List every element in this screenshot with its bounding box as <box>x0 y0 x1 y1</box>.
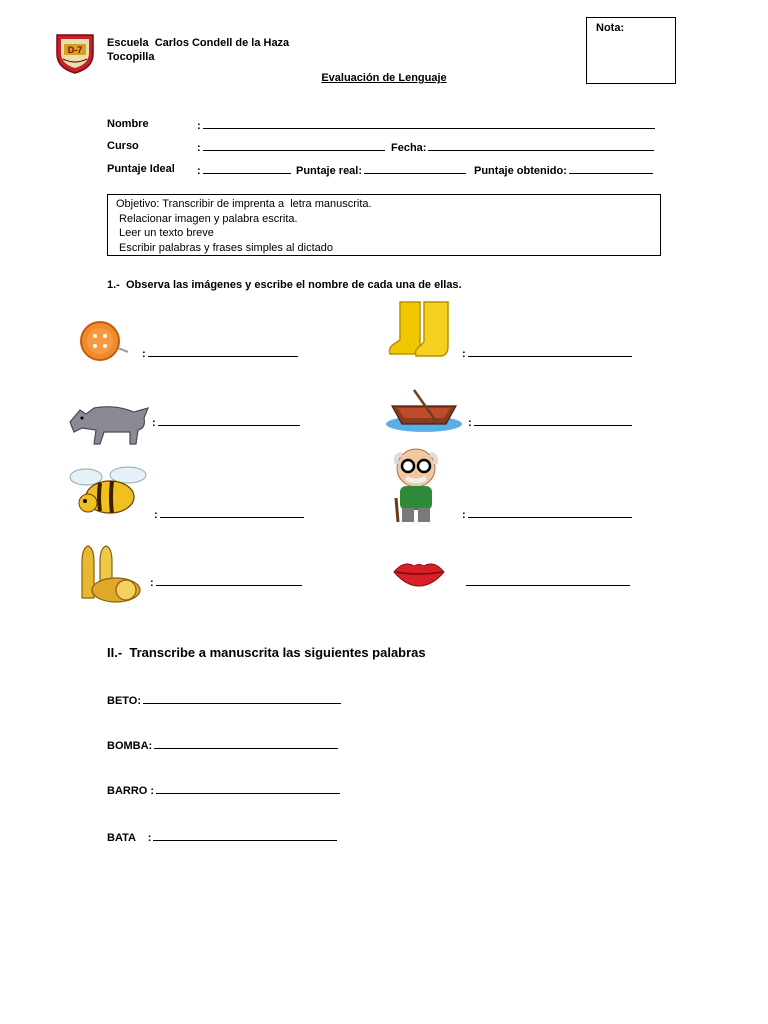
bullets-icon <box>72 544 144 613</box>
word-barro-field[interactable] <box>107 783 340 797</box>
nombre-field[interactable] <box>197 118 655 132</box>
page-title: Evaluación de Lenguaje <box>321 72 447 84</box>
button-icon <box>76 318 132 369</box>
grade-label: Nota: <box>596 22 625 34</box>
school-line-1: Escuela Carlos Condell de la Haza <box>107 37 290 49</box>
answer-prefix: : <box>462 348 466 360</box>
answer-line-bee[interactable] <box>154 507 304 521</box>
answer-prefix: : <box>462 509 466 521</box>
objective-line: Leer un texto breve <box>116 227 214 239</box>
answer-line-boat[interactable] <box>468 415 632 429</box>
answer-prefix: : <box>150 577 154 589</box>
section-2-title: II.- Transcribe a manuscrita las siguientes palabras <box>107 645 426 660</box>
bee-icon <box>66 463 152 526</box>
word-bata-field[interactable] <box>107 830 337 844</box>
fecha-label: Fecha: <box>391 142 427 154</box>
answer-line-bullets[interactable] <box>150 575 302 589</box>
answer-line-grandpa[interactable] <box>462 507 632 521</box>
objective-line: Relacionar imagen y palabra escrita. <box>116 212 298 225</box>
word-label: BOMBA: <box>107 740 153 752</box>
answer-line-lips[interactable] <box>464 575 630 589</box>
puntaje-obtenido-field[interactable] <box>474 163 653 177</box>
colon: : <box>197 120 201 132</box>
puntaje-real-label: Puntaje real: <box>296 165 363 177</box>
word-label: BARRO : <box>107 785 155 797</box>
word-bomba-field[interactable] <box>107 738 338 752</box>
puntaje-obtenido-label: Puntaje obtenido: <box>474 165 567 177</box>
answer-prefix: : <box>154 509 158 521</box>
boat-icon <box>384 384 466 441</box>
curso-field[interactable] <box>197 140 385 154</box>
word-beto-field[interactable] <box>107 693 341 707</box>
answer-prefix: : <box>152 417 156 429</box>
word-label: BATA : <box>107 832 152 844</box>
wolf-icon <box>64 398 154 451</box>
section-1-title: 1.- Observa las imágenes y escribe el nombre de cada una de ellas. <box>107 279 462 291</box>
puntaje-real-field[interactable] <box>296 163 466 177</box>
nombre-label: Nombre <box>107 118 149 130</box>
word-label: BETO: <box>107 695 142 707</box>
fecha-field[interactable] <box>391 140 654 154</box>
boots-icon <box>386 298 462 367</box>
school-line-2: Tocopilla <box>107 51 155 63</box>
answer-prefix: : <box>468 417 472 429</box>
colon: : <box>197 142 201 154</box>
puntaje-ideal-field[interactable] <box>197 163 291 177</box>
answer-line-boots[interactable] <box>462 346 632 360</box>
objectives-box <box>107 194 661 256</box>
school-name <box>107 36 289 64</box>
answer-line-wolf[interactable] <box>152 415 300 429</box>
curso-label: Curso <box>107 140 139 152</box>
objective-line: Escribir palabras y frases simples al dictado <box>116 241 334 254</box>
answer-line-button[interactable] <box>142 346 298 360</box>
colon: : <box>197 165 201 177</box>
objective-line: Objetivo: Transcribir de imprenta a letra manuscrita. <box>116 198 372 210</box>
lips-icon <box>392 558 446 593</box>
grandpa-icon <box>386 446 466 529</box>
school-logo <box>54 32 96 74</box>
logo-text: D-7 <box>67 45 83 55</box>
answer-prefix: : <box>142 348 146 360</box>
puntaje-ideal-label: Puntaje Ideal <box>107 163 175 175</box>
